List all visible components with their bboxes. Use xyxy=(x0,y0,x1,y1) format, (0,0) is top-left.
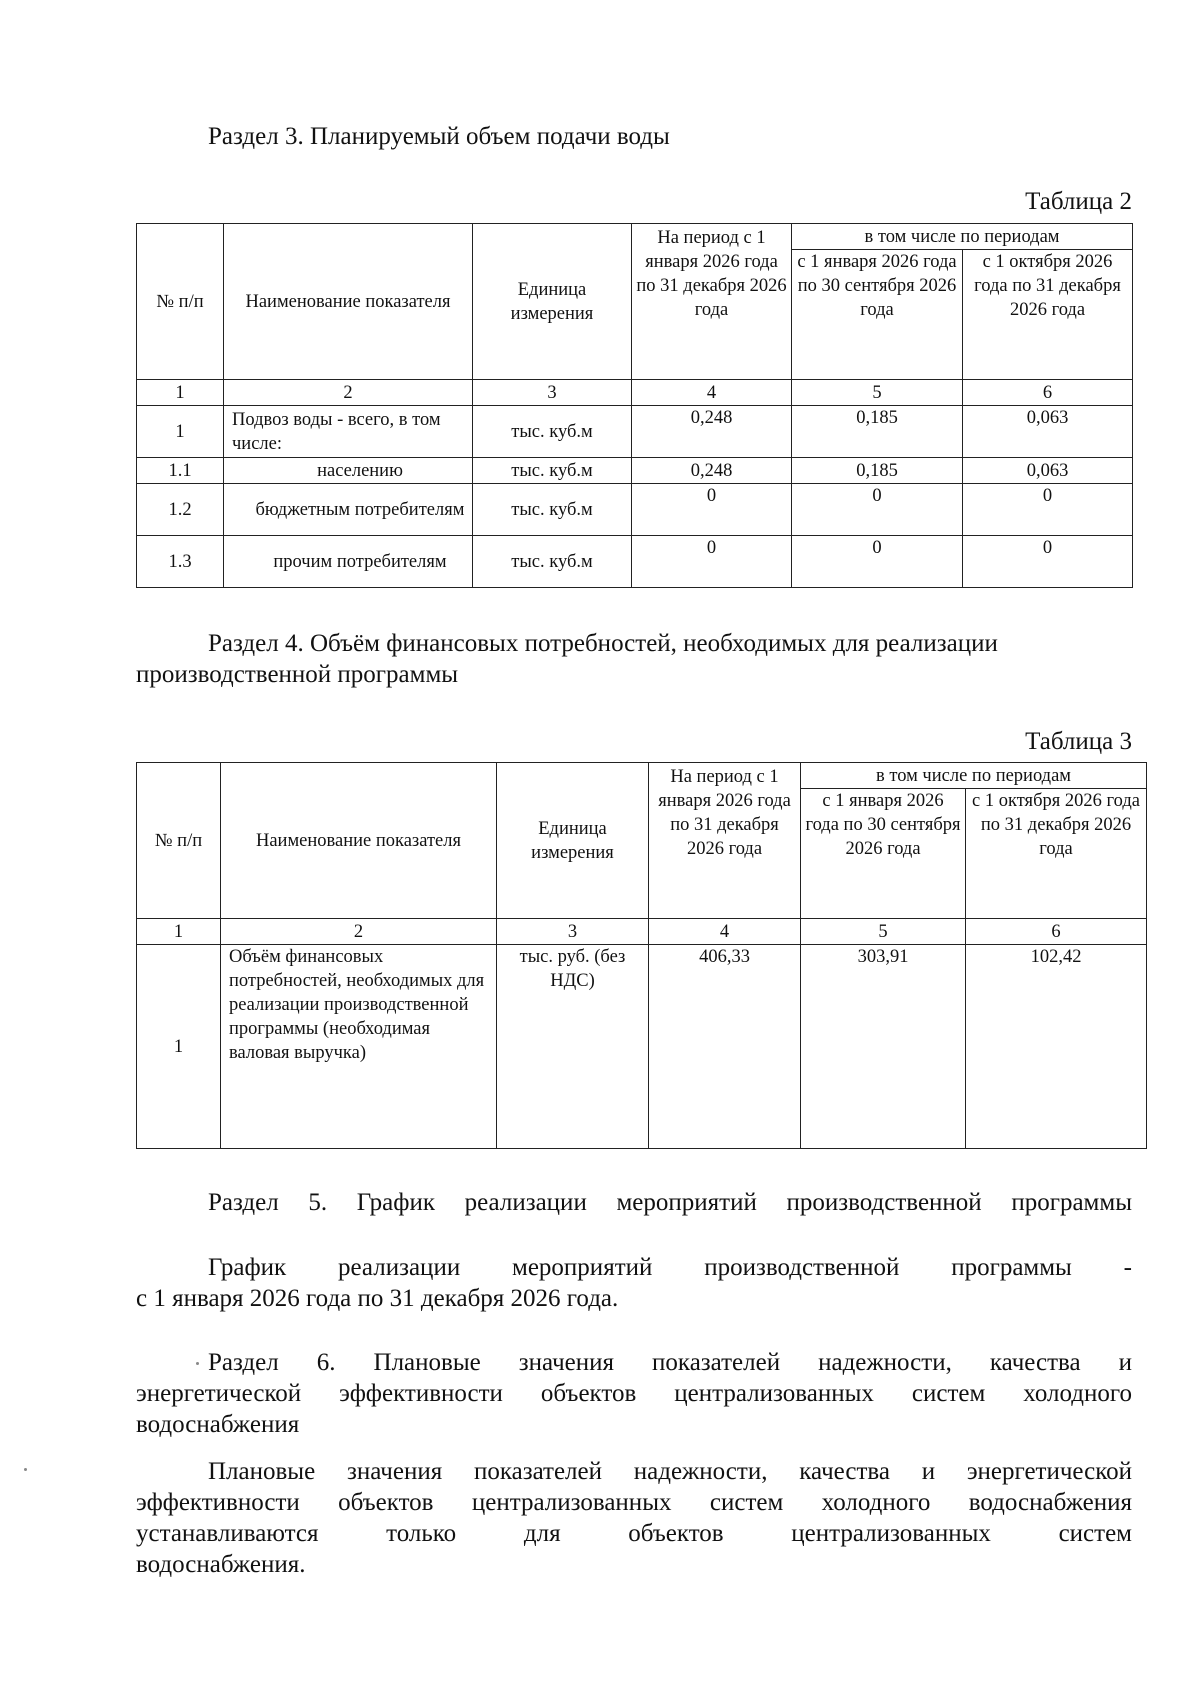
section-5-text xyxy=(136,1252,1132,1314)
table-3 xyxy=(136,762,1147,1149)
row-p1: 0,185 xyxy=(792,406,963,458)
table-row xyxy=(137,945,1147,1149)
section-4-title xyxy=(136,628,1132,690)
row-p2: 102,42 xyxy=(966,945,1147,1149)
header-unit: Единица измерения xyxy=(497,763,649,919)
row-p1: 0 xyxy=(792,536,963,588)
section-6-text xyxy=(136,1456,1132,1580)
row-p1: 0 xyxy=(792,484,963,536)
row-total: 0 xyxy=(632,484,792,536)
header-period: На период с 1 января 2026 года по 31 декабря 2026 года xyxy=(632,224,792,380)
row-unit: тыс. руб. (без НДС) xyxy=(497,945,649,1149)
row-name: Объём финансовых потребностей, необходимых для реализации производственной программы (необходимая валовая выручка) xyxy=(221,945,497,1149)
row-p1: 0,185 xyxy=(792,458,963,484)
section-6-title-line2: энергетической эффективности объектов централизованных систем холодного xyxy=(136,1380,1132,1407)
row-name: прочим потребителям xyxy=(224,536,473,588)
row-name: бюджетным потребителям xyxy=(224,484,473,536)
colnum-cell: 5 xyxy=(792,380,963,406)
header-name: Наименование показателя xyxy=(224,224,473,380)
row-unit: тыс. куб.м xyxy=(473,406,632,458)
section-6-title-line3: водоснабжения xyxy=(136,1411,300,1438)
row-p2: 0,063 xyxy=(963,458,1133,484)
header-sub2: с 1 октября 2026 года по 31 декабря 2026 года xyxy=(966,789,1147,919)
header-unit: Единица измерения xyxy=(473,224,632,380)
row-p2: 0 xyxy=(963,536,1133,588)
header-num: № п/п xyxy=(137,763,221,919)
row-total: 406,33 xyxy=(649,945,801,1149)
section-6-title-line1: Раздел 6. Плановые значения показателей надежности, качества и xyxy=(208,1349,1132,1376)
header-num: № п/п xyxy=(137,224,224,380)
header-sub1: с 1 января 2026 года по 30 сентября 2026 года xyxy=(801,789,966,919)
row-name: населению xyxy=(224,458,473,484)
row-p2: 0,063 xyxy=(963,406,1133,458)
row-unit: тыс. куб.м xyxy=(473,458,632,484)
table-row xyxy=(137,406,1133,458)
colnum-cell: 1 xyxy=(137,380,224,406)
colnum-cell: 2 xyxy=(221,919,497,945)
table-row xyxy=(137,536,1133,588)
row-name: Подвоз воды - всего, в том числе: xyxy=(224,406,473,458)
section-5-text-line2: с 1 января 2026 года по 31 декабря 2026 года. xyxy=(136,1285,619,1312)
row-p2: 0 xyxy=(963,484,1133,536)
header-subperiods: в том числе по периодам xyxy=(801,763,1147,789)
row-p1: 303,91 xyxy=(801,945,966,1149)
section-5-title: Раздел 5. График реализации мероприятий производственной программы xyxy=(208,1189,1132,1216)
table-row xyxy=(137,458,1133,484)
header-subperiods: в том числе по периодам xyxy=(792,224,1133,250)
row-num: 1 xyxy=(137,406,224,458)
section-3-title: Раздел 3. Планируемый объем подачи воды xyxy=(208,123,670,150)
header-name: Наименование показателя xyxy=(221,763,497,919)
column-number-row xyxy=(137,380,1133,406)
row-num: 1.1 xyxy=(137,458,224,484)
row-total: 0 xyxy=(632,536,792,588)
section-6-text-line4: водоснабжения. xyxy=(136,1551,306,1578)
row-total: 0,248 xyxy=(632,458,792,484)
colnum-cell: 6 xyxy=(966,919,1147,945)
row-unit: тыс. куб.м xyxy=(473,484,632,536)
row-num: 1.2 xyxy=(137,484,224,536)
row-num: 1 xyxy=(137,945,221,1149)
scan-speck xyxy=(24,1468,27,1471)
row-unit: тыс. куб.м xyxy=(473,536,632,588)
section-4-title-text: Раздел 4. Объём финансовых потребностей, необходимых для реализации производственной программы xyxy=(136,630,998,688)
section-6-text-line2: эффективности объектов централизованных систем холодного водоснабжения xyxy=(136,1489,1132,1516)
section-6-title xyxy=(136,1347,1132,1440)
row-num: 1.3 xyxy=(137,536,224,588)
colnum-cell: 6 xyxy=(963,380,1133,406)
colnum-cell: 1 xyxy=(137,919,221,945)
colnum-cell: 4 xyxy=(632,380,792,406)
header-sub1: с 1 января 2026 года по 30 сентября 2026 года xyxy=(792,250,963,380)
header-sub2: с 1 октября 2026 года по 31 декабря 2026 года xyxy=(963,250,1133,380)
table-row xyxy=(137,484,1133,536)
colnum-cell: 2 xyxy=(224,380,473,406)
table-2-caption: Таблица 2 xyxy=(1025,188,1132,215)
section-6-text-line3: устанавливаются только для объектов централизованных систем xyxy=(136,1520,1132,1547)
header-period: На период с 1 января 2026 года по 31 декабря 2026 года xyxy=(649,763,801,919)
table-3-caption: Таблица 3 xyxy=(1025,728,1132,755)
scan-speck xyxy=(196,1362,199,1365)
table-2 xyxy=(136,223,1133,588)
section-5-text-line1: График реализации мероприятий производственной программы - xyxy=(208,1254,1132,1281)
colnum-cell: 3 xyxy=(497,919,649,945)
column-number-row xyxy=(137,919,1147,945)
row-total: 0,248 xyxy=(632,406,792,458)
colnum-cell: 4 xyxy=(649,919,801,945)
colnum-cell: 3 xyxy=(473,380,632,406)
section-6-text-line1: Плановые значения показателей надежности, качества и энергетической xyxy=(208,1458,1132,1485)
colnum-cell: 5 xyxy=(801,919,966,945)
